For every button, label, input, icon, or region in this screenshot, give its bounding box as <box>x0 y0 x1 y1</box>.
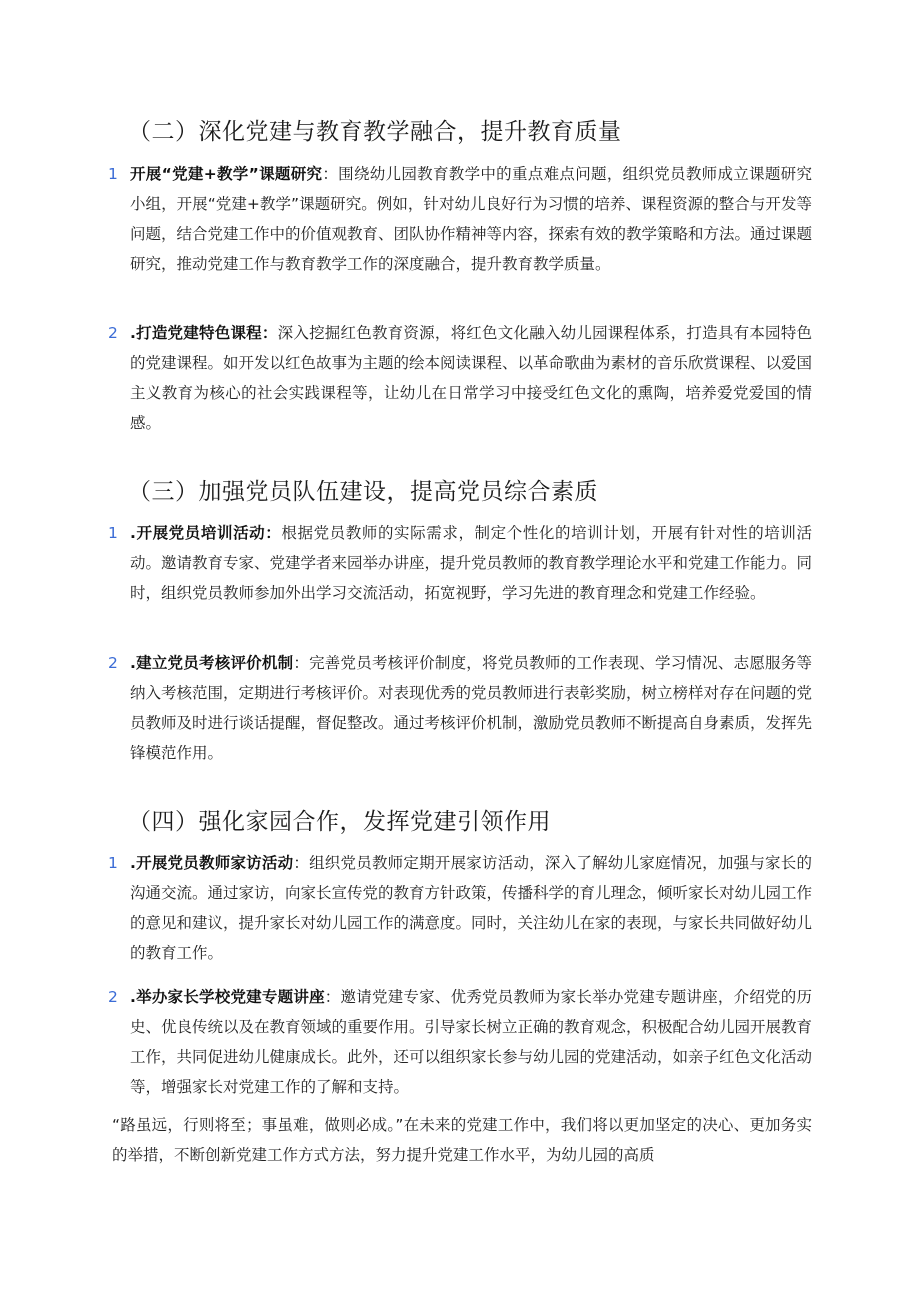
section-title-2: （二）深化党建与教育教学融合，提升教育质量 <box>128 119 622 145</box>
item-number: 2 <box>108 988 118 1006</box>
list-item <box>108 159 812 279</box>
closing-paragraph: “路虽远，行则将至；事虽难，做则必成。”在未来的党建工作中，我们将以更加坚定的决心、更加务实的举措，不断创新党建工作方式方法，努力提升党建工作水平，为幼儿园的高质 <box>112 1116 812 1164</box>
item-heading: 开展“党建+教学”课题研究 <box>130 165 323 183</box>
item-heading: .开展党员培训活动： <box>130 524 282 542</box>
item-body: ：完善党员考核评价制度，将党员教师的工作表现、学习情况、志愿服务等纳入考核范围，定期进行考核评价。对表现优秀的党员教师进行表彰奖励，树立榜样对存在问题的党员教师及时进行谈话提醒，督促整改。通过考核评价机制，激励党员教师不断提高自身素质，发挥先锋模范作用。 <box>130 654 813 762</box>
item-number: 2 <box>108 324 118 342</box>
item-paragraph <box>108 982 812 1102</box>
item-paragraph <box>108 648 812 768</box>
item-paragraph <box>108 518 812 608</box>
item-paragraph <box>108 318 812 438</box>
list-item <box>108 318 812 438</box>
item-number: 1 <box>108 165 118 183</box>
list-item <box>108 648 812 768</box>
item-paragraph <box>108 848 812 968</box>
list-item <box>108 848 812 968</box>
item-heading: .开展党员教师家访活动 <box>130 854 294 872</box>
item-paragraph <box>108 159 812 279</box>
item-body: 根据党员教师的实际需求，制定个性化的培训计划，开展有针对性的培训活动。邀请教育专家、党建学者来园举办讲座，提升党员教师的教育教学理论水平和党建工作能力。同时，组织党员教师参加外出学习交流活动，拓宽视野，学习先进的教育理念和党建工作经验。 <box>130 524 813 602</box>
list-item <box>108 518 812 608</box>
item-body: ：组织党员教师定期开展家访活动，深入了解幼儿家庭情况，加强与家长的沟通交流。通过家访，向家长宣传党的教育方针政策，传播科学的育儿理念，倾听家长对幼儿园工作的意见和建议，提升家长对幼儿园工作的满意度。同时，关注幼儿在家的表现，与家长共同做好幼儿的教育工作。 <box>130 854 813 962</box>
item-body: ：邀请党建专家、优秀党员教师为家长举办党建专题讲座，介绍党的历史、优良传统以及在教育领域的重要作用。引导家长树立正确的教育观念，积极配合幼儿园开展教育工作，共同促进幼儿健康成长。此外，还可以组织家长参与幼儿园的党建活动，如亲子红色文化活动等，增强家长对党建工作的了解和支持。 <box>130 988 813 1096</box>
item-number: 2 <box>108 654 118 672</box>
list-item <box>108 982 812 1102</box>
item-heading: .举办家长学校党建专题讲座 <box>130 988 325 1006</box>
item-body: 深入挖掘红色教育资源，将红色文化融入幼儿园课程体系，打造具有本园特色的党建课程。如开发以红色故事为主题的绘本阅读课程、以革命歌曲为素材的音乐欣赏课程、以爱国主义教育为核心的社会实践课程等，让幼儿在日常学习中接受红色文化的熏陶，培养爱党爱国的情感。 <box>130 324 813 432</box>
item-body: ：围绕幼儿园教育教学中的重点难点问题，组织党员教师成立课题研究小组，开展“党建+教学”课题研究。例如，针对幼儿良好行为习惯的培养、课程资源的整合与开发等问题，结合党建工作中的价值观教育、团队协作精神等内容，探索有效的教学策略和方法。通过课题研究，推动党建工作与教育教学工作的深度融合，提升教育教学质量。 <box>130 165 813 273</box>
item-heading: .打造党建特色课程： <box>130 324 278 342</box>
section-title-3: （三）加强党员队伍建设，提高党员综合素质 <box>128 479 598 505</box>
item-number: 1 <box>108 524 118 542</box>
section-title-4: （四）强化家园合作，发挥党建引领作用 <box>128 809 551 835</box>
item-number: 1 <box>108 854 118 872</box>
item-heading: .建立党员考核评价机制 <box>130 654 294 672</box>
